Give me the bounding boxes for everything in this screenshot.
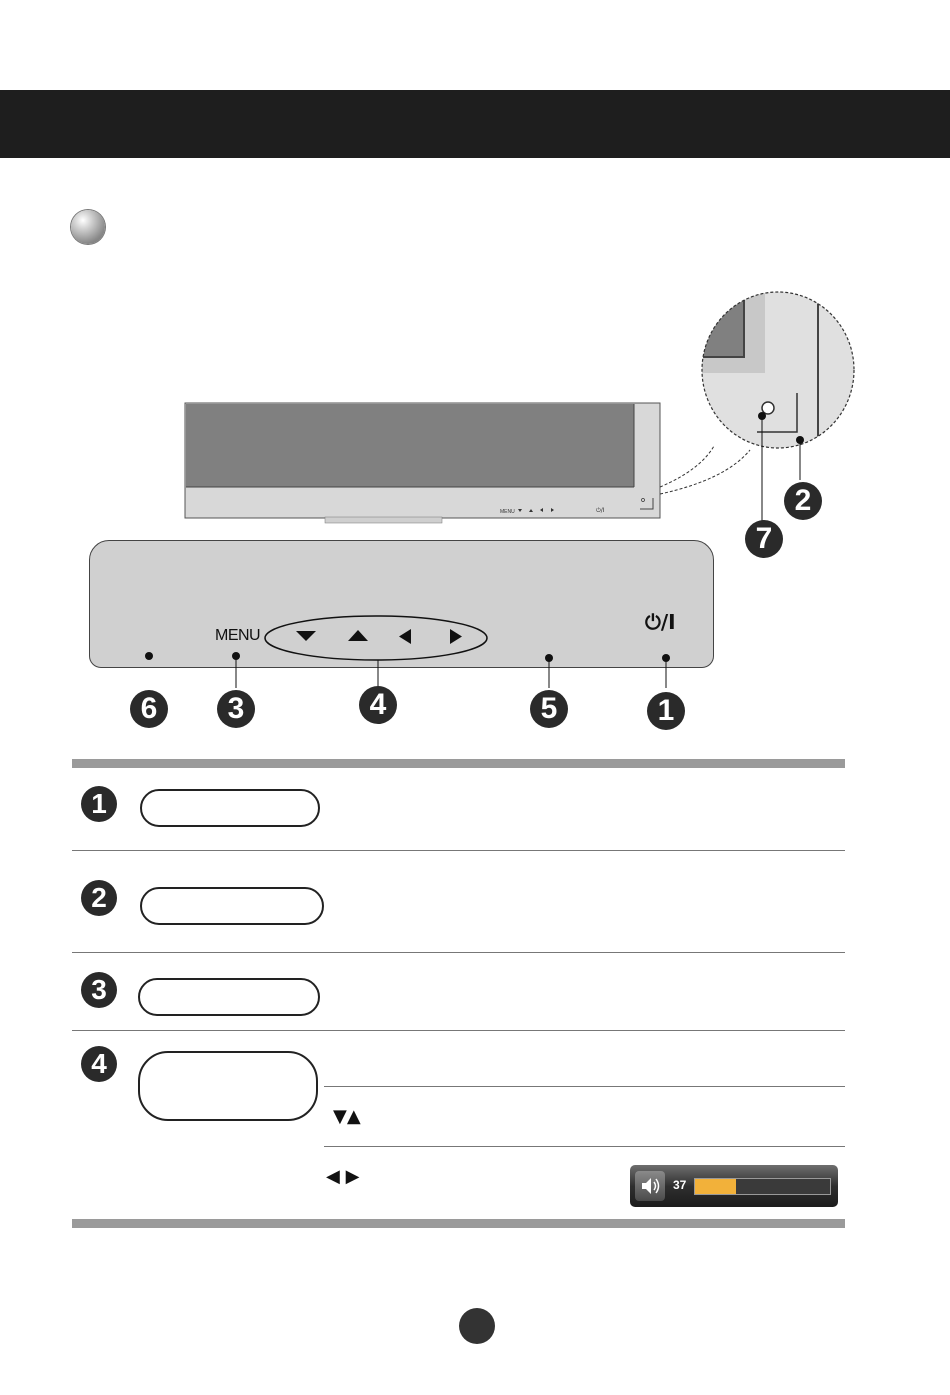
callout-number: 1 (657, 694, 675, 727)
subrow-divider (324, 1146, 845, 1147)
row-number: 4 (91, 1048, 107, 1079)
callout-number: 7 (755, 522, 773, 555)
row-2-label-box (140, 887, 324, 925)
power-symbol: ⏻/I (645, 610, 676, 634)
row-divider (72, 952, 845, 953)
callout-badge-2 (784, 482, 822, 520)
volume-fill (695, 1179, 736, 1194)
svg-text:MENU: MENU (500, 509, 515, 515)
row-number-badge (81, 786, 117, 822)
row-number: 3 (91, 974, 107, 1005)
callout-number: 5 (540, 692, 558, 725)
monitor-front (185, 403, 660, 523)
table-bottom-rule (72, 1219, 845, 1228)
callout-number: 4 (369, 688, 387, 721)
row-divider (72, 1030, 845, 1031)
row-number: 1 (91, 788, 107, 819)
row-number-badge (81, 972, 117, 1008)
monitor-illustration (170, 285, 870, 555)
row-4-label-box (138, 1051, 318, 1121)
svg-text:⏻/I: ⏻/I (596, 507, 605, 514)
callout-badge-4 (359, 686, 397, 724)
callout-number: 2 (794, 484, 812, 517)
header-bar (0, 90, 950, 158)
volume-osd (630, 1165, 838, 1207)
row-number: 2 (91, 882, 107, 913)
callout-badge-7 (745, 520, 783, 558)
row-3-label-box (138, 978, 320, 1016)
leftright-arrows-icon: ◀ ▶ (326, 1166, 360, 1187)
callout-number: 3 (227, 692, 245, 725)
callout-badge-6 (130, 690, 168, 728)
panel-dots (140, 640, 680, 700)
volume-track (694, 1178, 831, 1195)
volume-value: 37 (673, 1178, 687, 1192)
page-number-circle (459, 1308, 495, 1344)
callout-badge-3 (217, 690, 255, 728)
callout-badge-1 (647, 692, 685, 730)
subrow-divider (324, 1086, 845, 1087)
menu-label: MENU (215, 627, 261, 644)
row-divider (72, 850, 845, 851)
callout-badge-5 (530, 690, 568, 728)
table-top-rule (72, 759, 845, 768)
updown-arrows-icon: ▼▲ (333, 1106, 361, 1127)
speaker-icon (635, 1171, 665, 1201)
row-1-label-box (140, 789, 320, 827)
row-number-badge (81, 880, 117, 916)
zoom-inset (690, 285, 870, 522)
callout-number: 6 (140, 692, 158, 725)
section-bullet-icon (71, 210, 105, 244)
row-number-badge (81, 1046, 117, 1082)
